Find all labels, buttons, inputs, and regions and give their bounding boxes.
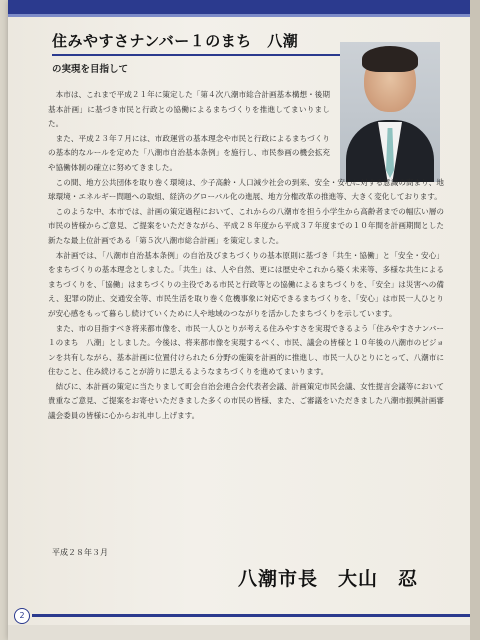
paragraph: このような中、本市では、計画の策定過程において、これからの八潮市を担う小学生から高齢者までの幅広い層の市民の皆様からご意見、ご提案をいただきながら、平成２８年度から平成３７年度までの１０年間を計画期間とした新たな最上位計画である「第５次八潮市総合計画」を策定しました。 [48,206,444,245]
issue-date: 平成２８年３月 [52,548,108,557]
paragraph: 本計画では、「八潮市自治基本条例」の自治及びまちづくりの基本原則に基づき「共生・協働」と「安全・安心」をまちづくりの基本理念としました。「共生」は、人や自然、更には歴史やこれから築く未来等、多様な共生によるまちづくりを、「協働」はまちづくりの主役である市民と行政等との協働によるまちづくりを、「安全」は災害への備え、犯罪の防止、交通安全等、市民生活を取り巻く危機事象に対応できるまちづくりを、「安心」は市民一人ひとりが安心感をもって暮らし続けていくために人や地域のつながりを活かしたまちづくりを示しています。 [48,250,444,318]
paragraph: また、平成２３年７月には、市政運営の基本理念や市民と行政によるまちづくりの基本的なルールを定めた「八潮市自治基本条例」を施行し、市民参画の機会拡充や協働体制の確立に努めてきました。 [48,133,330,172]
paragraph: 結びに、本計画の策定に当たりまして町会自治会連合会代表者会議、計画策定市民会議、女性提言会議等において貴重なご意見、ご提案をお寄せいただきました多くの市民の皆様、また、ご審議をいただきました八潮市振興計画審議会委員の皆様に心からお礼申し上げます。 [48,381,444,421]
page-subtitle: の実現を目指して [52,64,129,75]
mayor-signature: 八潮市長 大山 忍 [238,568,419,590]
paragraph: 本市は、これまで平成２１年に策定した「第４次八潮市総合計画基本構想・後期基本計画」に基づき市民と行政との協働によるまちづくりを推進してまいりました。 [48,90,330,129]
footer-rule [32,614,470,617]
title-underline [52,54,352,56]
message-body [48,88,444,424]
header-bar [8,0,470,14]
footer-bar [8,625,470,640]
page-title: 住みやすさナンバー１のまち 八潮 [52,32,299,50]
binding-edge [470,0,480,640]
paragraph: この間、地方公共団体を取り巻く環境は、少子高齢・人口減少社会の到来、安全・安心に対する意識の高まり、地球環境・エネルギー問題への取組、経済のグローバル化の進展、地方分権改革の推進等、大きく変化しております。 [48,177,444,202]
document-page [8,0,470,640]
paragraph: また、市の目指すべき将来都市像を、市民一人ひとりが考える住みやすさを実現できるよう「住みやすさナンバー１のまち 八潮」としました。今後は、将来都市像を実現するべく、市民、議会の皆様と１０年後の八潮市のビジョンを共有しながら、基本計画に位置付けられた６分野の施策を計画的に推進し、市民一人ひとりにとって、八潮市に住むこと、住み続けることが誇りに思えるようなまちづくりを進めてまいります。 [48,323,444,377]
portrait-hair [362,46,418,72]
page-number: 2 [14,608,30,624]
